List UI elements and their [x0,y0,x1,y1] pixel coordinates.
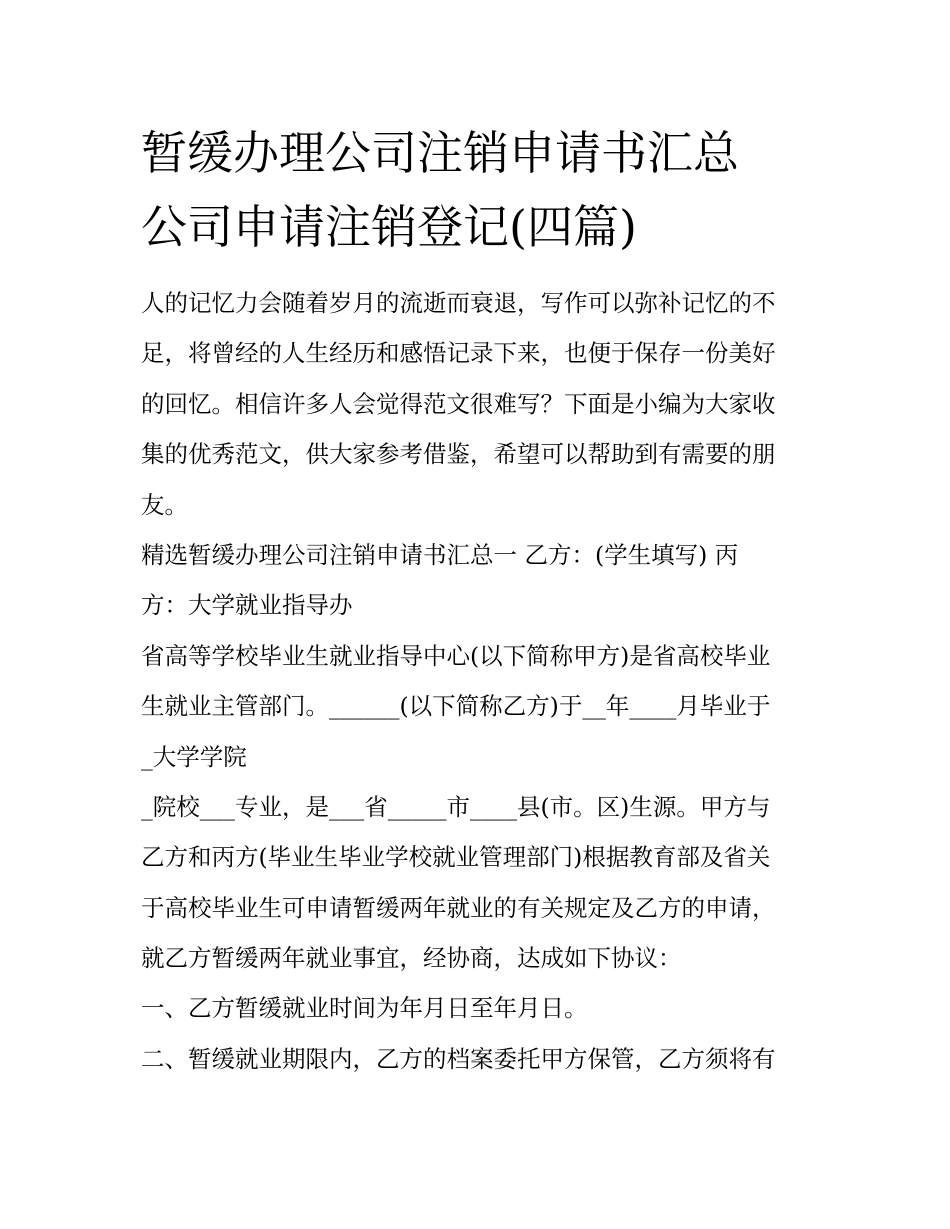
body-line: 一、乙方暂缓就业时间为年月日至年月日。 [141,994,588,1023]
body-line: 省高等学校毕业生就业指导中心(以下简称甲方)是省高校毕业 [141,641,771,670]
body-line: _院校___专业，是___省_____市____县(市。区)生源。甲方与 [141,792,771,821]
title-line-1: 暂缓办理公司注销申请书汇总 [141,126,739,180]
body-line: 友。 [141,490,188,519]
body-line: 生就业主管部门。______(以下简称乙方)于__年____月毕业于 [141,692,771,721]
body-line: 集的优秀范文，供大家参考借鉴，希望可以帮助到有需要的朋 [141,440,776,469]
body-line: 的回忆。相信许多人会觉得范文很难写？下面是小编为大家收 [141,389,776,418]
body-line: 于高校毕业生可申请暂缓两年就业的有关规定及乙方的申请， [141,893,776,922]
body-line: 精选暂缓办理公司注销申请书汇总一 乙方：(学生填写) 丙 [141,540,739,569]
document-title [141,116,841,264]
body-line: 就乙方暂缓两年就业事宜，经协商，达成如下协议： [141,944,682,973]
document-body [141,278,821,1084]
body-line: 乙方和丙方(毕业生毕业学校就业管理部门)根据教育部及省关 [141,843,771,872]
body-line: 二、暂缓就业期限内，乙方的档案委托甲方保管，乙方须将有 [141,1044,776,1073]
title-line-2: 公司申请注销登记(四篇) [141,200,637,254]
body-line: _大学学院 [141,742,247,771]
body-line: 足，将曾经的人生经历和感悟记录下来，也便于保存一份美好 [141,339,776,368]
body-line: 方：大学就业指导办 [141,591,353,620]
body-line: 人的记忆力会随着岁月的流逝而衰退，写作可以弥补记忆的不 [141,289,776,317]
